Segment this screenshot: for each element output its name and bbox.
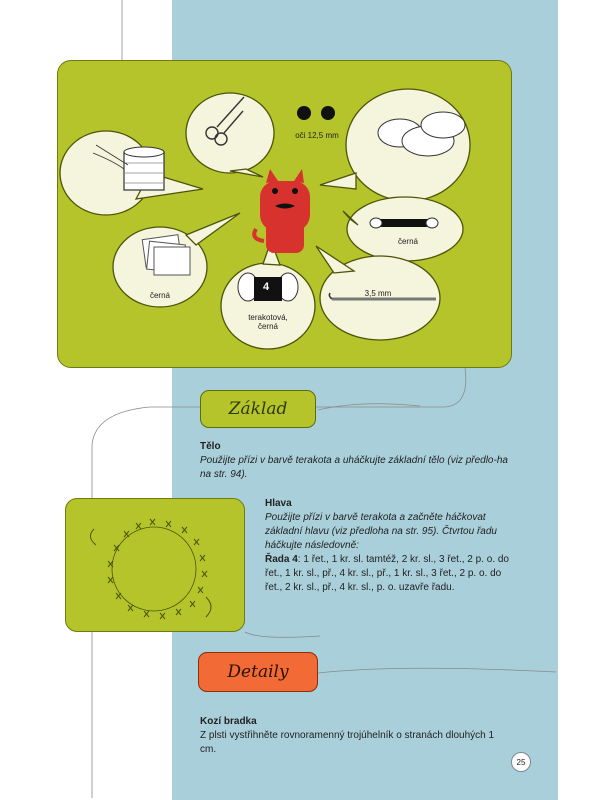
head-section: [265, 497, 520, 595]
row4-label: Řada 4: [265, 554, 298, 565]
floss-color-label: černá: [397, 237, 418, 246]
beard-text: Z plsti vystřihněte rovnoramenný trojúhelník o stranách dlouhých 1 cm.: [200, 730, 495, 755]
body-section: [200, 440, 520, 482]
yarn-color-line1: terakotová,: [248, 313, 288, 322]
hook-size-label: 3,5 mm: [364, 289, 392, 298]
page-number: 25: [511, 752, 531, 772]
section-heading-details: Detaily: [198, 652, 318, 692]
beard-title: Kozí bradka: [200, 716, 257, 727]
beard-section: [200, 715, 510, 757]
materials-panel: [57, 60, 512, 368]
eyes-label: oči 12,5 mm: [295, 131, 339, 140]
yarn-color-line2: černá: [257, 322, 278, 331]
section-heading-base: Základ: [200, 390, 316, 428]
felt-color-label: černá: [149, 291, 170, 300]
body-title: Tělo: [200, 441, 221, 452]
head-title: Hlava: [265, 498, 292, 509]
head-text: Použijte přízi v barvě terakota a začněte háčkovat základní hlavu (viz předloha na str. 95). Čtvrtou řadu háčkujte následovně:: [265, 512, 497, 551]
yarn-number-badge: 4: [262, 281, 270, 293]
yarn-color-label: [228, 313, 308, 331]
crochet-diagram-panel: [65, 498, 245, 632]
body-text: Použijte přízi v barvě terakota a uháčkujte základní tělo (viz předlo-ha na str. 94).: [200, 455, 508, 480]
crochet-round-diagram: [66, 499, 246, 633]
row4-text: : 1 řet., 1 kr. sl. tamtéž, 2 kr. sl., 3 řet., 2 p. o. do řet., 1 kr. sl., př., 4 kr. sl., př., 1 kr. sl., 3 řet., 2 p. o. do řet., 2 kr. sl., př., 4 kr. sl., p. o. uzavře řadu.: [265, 554, 509, 593]
